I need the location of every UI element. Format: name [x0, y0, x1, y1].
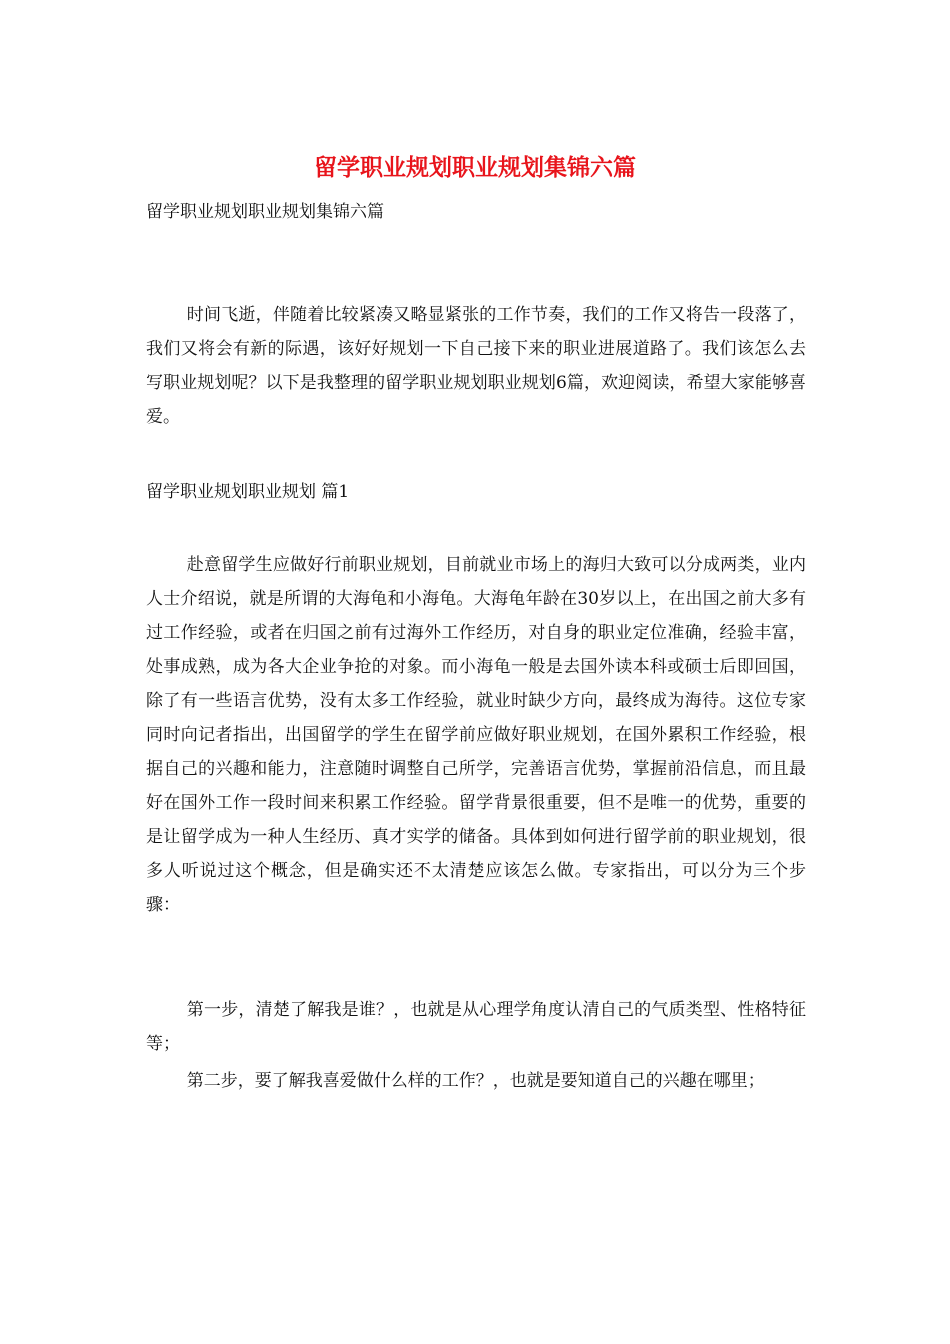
document-subtitle: 留学职业规划职业规划集锦六篇 — [146, 202, 384, 222]
step-one-paragraph: 第一步，清楚了解我是谁？，也就是从心理学角度认清自己的气质类型、性格特征等； — [146, 1000, 806, 1054]
document-title: 留学职业规划职业规划集锦六篇 — [314, 154, 636, 181]
body-paragraph: 赴意留学生应做好行前职业规划，目前就业市场上的海归大致可以分成两类，业内人士介绍说，就是所谓的大海龟和小海龟。大海龟年龄在30岁以上，在出国之前大多有过工作经验，或者在归国之前有过海外工作经历，对自身的职业定位准确，经验丰富，处事成熟，成为各大企业争抢的对象。而小海龟一般是去国外读本科或硕士后即回国，除了有一些语言优势，没有太多工作经验，就业时缺少方向，最终成为海待。这位专家同时向记者指出，出国留学的学生在留学前应做好职业规划，在国外累积工作经验，根据自己的兴趣和能力，注意随时调整自己所学，完善语言优势，掌握前沿信息，而且最好在国外工作一段时间来积累工作经验。留学背景很重要，但不是唯一的优势，重要的是让留学成为一种人生经历、真才实学的储备。具体到如何进行留学前的职业规划，很多人听说过这个概念，但是确实还不太清楚应该怎么做。专家指出，可以分为三个步骤： — [146, 555, 806, 915]
intro-paragraph: 时间飞逝，伴随着比较紧凑又略显紧张的工作节奏，我们的工作又将告一段落了，我们又将会有新的际遇，该好好规划一下自己接下来的职业进展道路了。我们该怎么去写职业规划呢？以下是我整理的留学职业规划职业规划6篇，欢迎阅读，希望大家能够喜爱。 — [146, 305, 806, 427]
step-two-paragraph: 第二步，要了解我喜爱做什么样的工作？，也就是要知道自己的兴趣在哪里； — [186, 1071, 765, 1091]
section-heading: 留学职业规划职业规划 篇1 — [146, 482, 350, 502]
